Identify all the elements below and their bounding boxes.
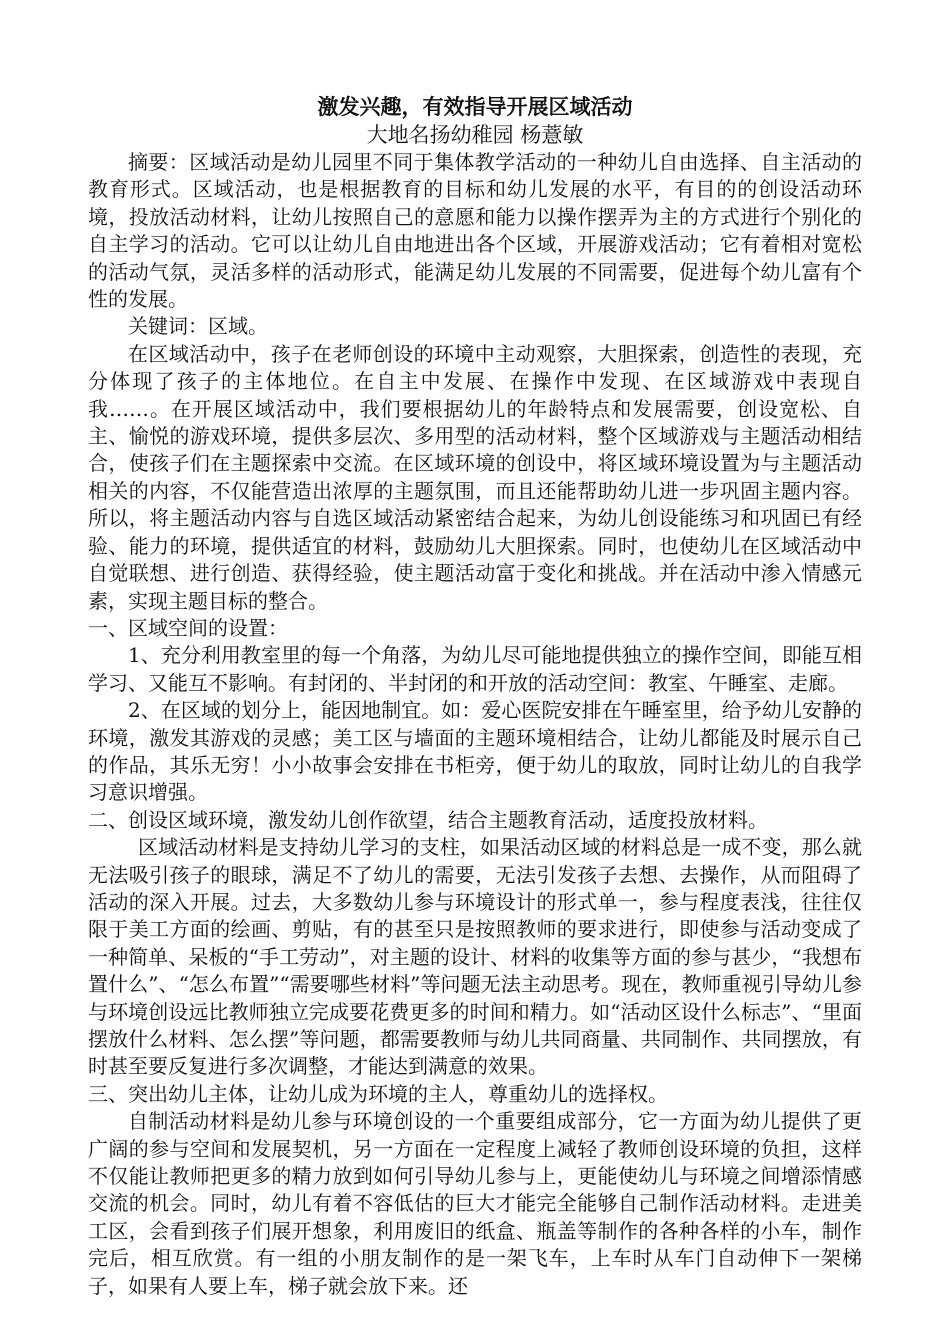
body-paragraph: 2、在区域的划分上，能因地制宜。如：爱心医院安排在午睡室里，给予幼儿安静的环境，激发其游戏的灵感；美工区与墙面的主题环境相结合，让幼儿都能及时展示自己的作品，其乐无穷！小小故事会安排在书柜旁，便于幼儿的取放，同时让幼儿的自我学习意识增强。: [88, 698, 862, 805]
body-paragraph: 自制活动材料是幼儿参与环境创设的一个重要组成部分，它一方面为幼儿提供了更广阔的参与空间和发展契机，另一方面在一定程度上减轻了教师创设环境的负担，这样不仅能让教师把更多的精力放到如何引导幼儿参与上，更能使幼儿与环境之间增添情感交流的机会。同时，幼儿有着不容低估的巨大才能完全能够自己制作活动材料。走进美工区，会看到孩子们展开想象，利用废旧的纸盒、瓶盖等制作的各种各样的小车，制作完后，相互欣赏。有一组的小朋友制作的是一架飞车，上车时从车门自动伸下一架梯子，如果有人要上车，梯子就会放下来。还: [88, 1109, 862, 1298]
section-heading: 三、突出幼儿主体，让幼儿成为环境的主人，尊重幼儿的选择权。: [88, 1081, 668, 1106]
section-heading: 一、区域空间的设置：: [88, 615, 288, 640]
keywords-paragraph: 关键词：区域。: [128, 314, 268, 339]
document-author: 大地名扬幼稚园 杨薏敏: [366, 123, 584, 147]
section-heading: 二、创设区域环境，激发幼儿创作欲望，结合主题教育活动，适度投放材料。: [88, 807, 768, 832]
body-paragraph: 区域活动材料是支持幼儿学习的支柱，如果活动区域的材料总是一成不变，那么就无法吸引孩子的眼球，满足不了幼儿的需要，无法引发孩子去想、去操作，从而阻碍了活动的深入开展。过去，大多数幼儿参与环境设计的形式单一，参与程度表浅，往往仅限于美工方面的绘画、剪贴，有的甚至只是按照教师的要求进行，即使参与活动变成了一种简单、呆板的“手工劳动”，对主题的设计、材料的收集等方面的参与甚少，“我想布置什么”、“怎么布置”“需要哪些材料”等问题无法主动思考。现在，教师重视引导幼儿参与环境创设远比教师独立完成要花费更多的时间和精力。如“活动区设什么标志”、“里面摆放什么材料、怎么摆”等问题，都需要教师与幼儿共同商量、共同制作、共同摆放，有时甚至要反复进行多次调整，才能达到满意的效果。: [88, 835, 862, 1079]
body-paragraph: 在区域活动中，孩子在老师创设的环境中主动观察，大胆探索，创造性的表现，充分体现了孩子的主体地位。在自主中发展、在操作中发现、在区域游戏中表现自我……。在开展区域活动中，我们要根据幼儿的年龄特点和发展需要，创设宽松、自主、愉悦的游戏环境，提供多层次、多用型的活动材料，整个区域游戏与主题活动相结合，使孩子们在主题探索中交流。在区域环境的创设中，将区域环境设置为与主题活动相关的内容，不仅能营造出浓厚的主题氛围，而且还能帮助幼儿进一步巩固主题内容。所以，将主题活动内容与自选区域活动紧密结合起来，为幼儿创设能练习和巩固已有经验、能力的环境，提供适宜的材料，鼓励幼儿大胆探索。同时，也使幼儿在区域活动中自觉联想、进行创造、获得经验，使主题活动富于变化和挑战。并在活动中渗入情感元素，实现主题目标的整合。: [88, 341, 862, 613]
abstract-paragraph: 摘要：区域活动是幼儿园里不同于集体教学活动的一种幼儿自由选择、自主活动的教育形式。区域活动，也是根据教育的目标和幼儿发展的水平，有目的的创设活动环境，投放活动材料，让幼儿按照自己的意愿和能力以操作摆弄为主的方式进行个别化的自主学习的活动。它可以让幼儿自由地进出各个区域，开展游戏活动；它有着相对宽松的活动气氛，灵活多样的活动形式，能满足幼儿发展的不同需要，促进每个幼儿富有个性的发展。: [88, 150, 862, 312]
document-body: [88, 93, 862, 1300]
body-paragraph: 1、充分利用教室里的每一个角落，为幼儿尽可能地提供独立的操作空间，即能互相学习、又能互不影响。有封闭的、半封闭的和开放的活动空间：教室、午睡室、走廊。: [88, 643, 862, 695]
document-title: 激发兴趣，有效指导开展区域活动: [317, 94, 633, 119]
